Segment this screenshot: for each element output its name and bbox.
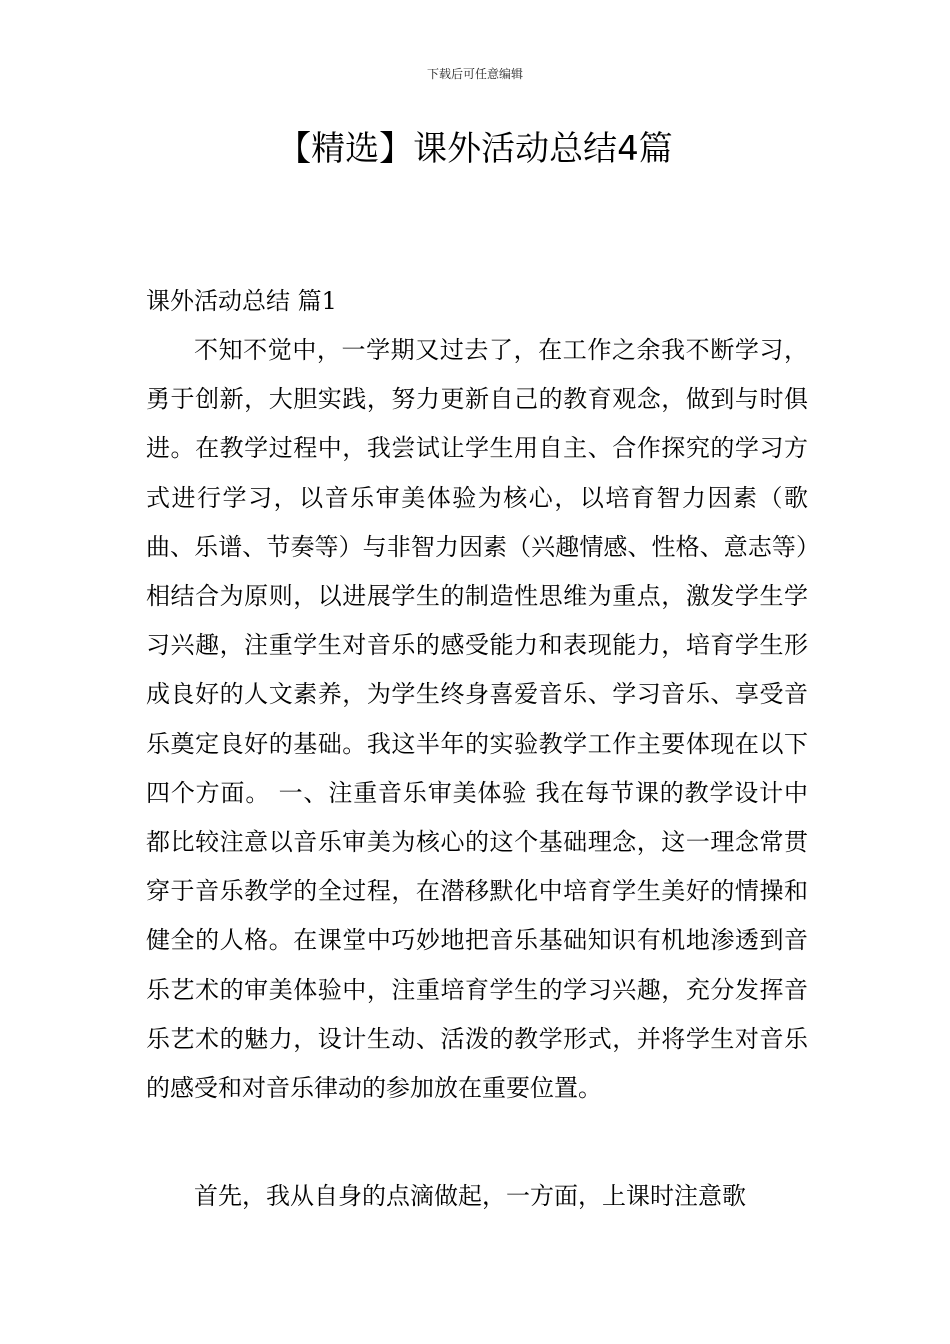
section-heading: 课外活动总结 篇1 bbox=[146, 287, 337, 315]
header-note: 下载后可任意编辑 bbox=[426, 67, 523, 81]
body-paragraph: 首先，我从自身的点滴做起，一方面，上课时注意歌 bbox=[194, 1182, 746, 1210]
document-title: 【精选】课外活动总结4篇 bbox=[277, 129, 673, 169]
body-paragraph: 不知不觉中，一学期又过去了，在工作之余我不断学习，勇于创新，大胆实践，努力更新自己的教育观念，做到与时俱进。在教学过程中，我尝试让学生用自主、合作探究的学习方式进行学习，以音乐审美体验为核心，以培育智力因素（歌曲、乐谱、节奏等）与非智力因素（兴趣情感、性格、意志等）相结合为原则，以进展学生的制造性思维为重点，激发学生学习兴趣，注重学生对音乐的感受能力和表现能力，培育学生形成良好的人文素养，为学生终身喜爱音乐、学习音乐、享受音乐奠定良好的基础。我这半年的实验教学工作主要体现在以下四个方面。 一、注重音乐审美体验 我在每节课的教学设计中都比较注意以音乐审美为核心的这个基础理念，这一理念常贯穿于音乐教学的全过程，在潜移默化中培育学生美好的情操和健全的人格。在课堂中巧妙地把音乐基础知识有机地渗透到音乐艺术的审美体验中，注重培育学生的学习兴趣，充分发挥音乐艺术的魅力，设计生动、活泼的教学形式，并将学生对音乐的感受和对音乐律动的参加放在重要位置。 bbox=[146, 336, 808, 1103]
